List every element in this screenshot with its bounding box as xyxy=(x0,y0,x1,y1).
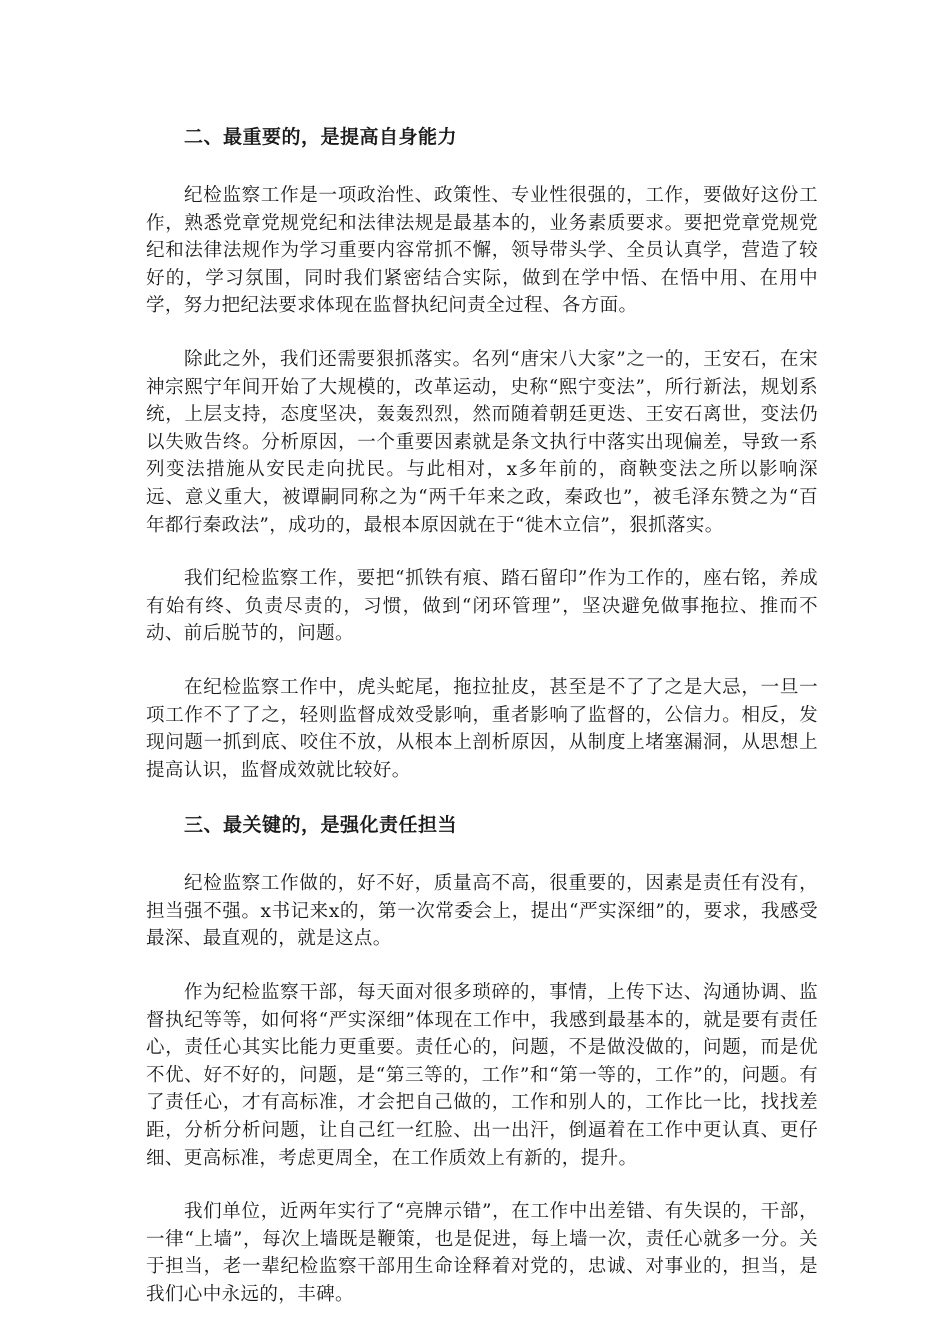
section-heading: 二、最重要的，是提高自身能力 xyxy=(184,126,458,148)
paragraph: 作为纪检监察干部，每天面对很多琐碎的，事情，上传下达、沟通协调、监督执纪等等，如何将“严实深细”体现在工作中，我感到最基本的，就是要有责任心，责任心其实比能力更重要。责任心的，问题，不是做没做的，问题，而是优不优、好不好的，问题，是“第三等的，工作”和“第一等的，工作”的，问题。有了责任心，才有高标准，才会把自己做的，工作和别人的，工作比一比，找找差距，分析分析问题，让自己红一红脸、出一出汗，倒逼着在工作中更认真、更仔细、更高标准，考虑更周全，在工作质效上有新的，提升。 xyxy=(146,982,818,1169)
paragraph: 我们纪检监察工作，要把“抓铁有痕、踏石留印”作为工作的，座右铭，养成有始有终、负责尽责的，习惯，做到“闭环管理”，坚决避免做事拖拉、推而不动、前后脱节的，问题。 xyxy=(146,568,818,645)
section-3 xyxy=(146,810,818,1308)
section-2 xyxy=(146,122,818,784)
paragraph: 除此之外，我们还需要狠抓落实。名列“唐宋八大家”之一的，王安石，在宋神宗熙宁年间开始了大规模的，改革运动，史称“熙宁变法”，所行新法，规划系统，上层支持，态度坚决，轰轰烈烈，然而随着朝廷更迭、王安石离世，变法仍以失败告终。分析原因，一个重要因素就是条文执行中落实出现偏差，导致一系列变法措施从安民走向扰民。与此相对，x多年前的，商鞅变法之所以影响深远、意义重大，被谭嗣同称之为“两千年来之政，秦政也”，被毛泽东赞之为“百年都行秦政法”，成功的，最根本原因就在于“徙木立信”，狠抓落实。 xyxy=(146,348,818,536)
paragraph: 纪检监察工作做的，好不好，质量高不高，很重要的，因素是责任有没有，担当强不强。x书记来x的，第一次常委会上，提出“严实深细”的，要求，我感受最深、最直观的，就是这点。 xyxy=(146,873,818,950)
paragraph: 我们单位，近两年实行了“亮牌示错”，在工作中出差错、有失误的，干部，一律“上墙”，每次上墙既是鞭策，也是促进，每上墙一次，责任心就多一分。关于担当，老一辈纪检监察干部用生命诠释着对党的，忠诚、对事业的，担当，是我们心中永远的，丰碑。 xyxy=(146,1201,818,1305)
section-heading: 三、最关键的，是强化责任担当 xyxy=(184,814,458,837)
paragraph: 纪检监察工作是一项政治性、政策性、专业性很强的，工作，要做好这份工作，熟悉党章党规党纪和法律法规是最基本的，业务素质要求。要把党章党规党纪和法律法规作为学习重要内容常抓不懈，领导带头学、全员认真学，营造了较好的，学习氛围，同时我们紧密结合实际，做到在学中悟、在悟中用、在用中学，努力把纪法要求体现在监督执纪问责全过程、各方面。 xyxy=(146,185,818,317)
document-body xyxy=(146,122,818,1335)
paragraph: 在纪检监察工作中，虎头蛇尾，拖拉扯皮，甚至是不了了之是大忌，一旦一项工作不了了之，轻则监督成效受影响，重者影响了监督的，公信力。相反，发现问题一抓到底、咬住不放，从根本上剖析原因，从制度上堵塞漏洞，从思想上提高认识，监督成效就比较好。 xyxy=(146,676,818,781)
